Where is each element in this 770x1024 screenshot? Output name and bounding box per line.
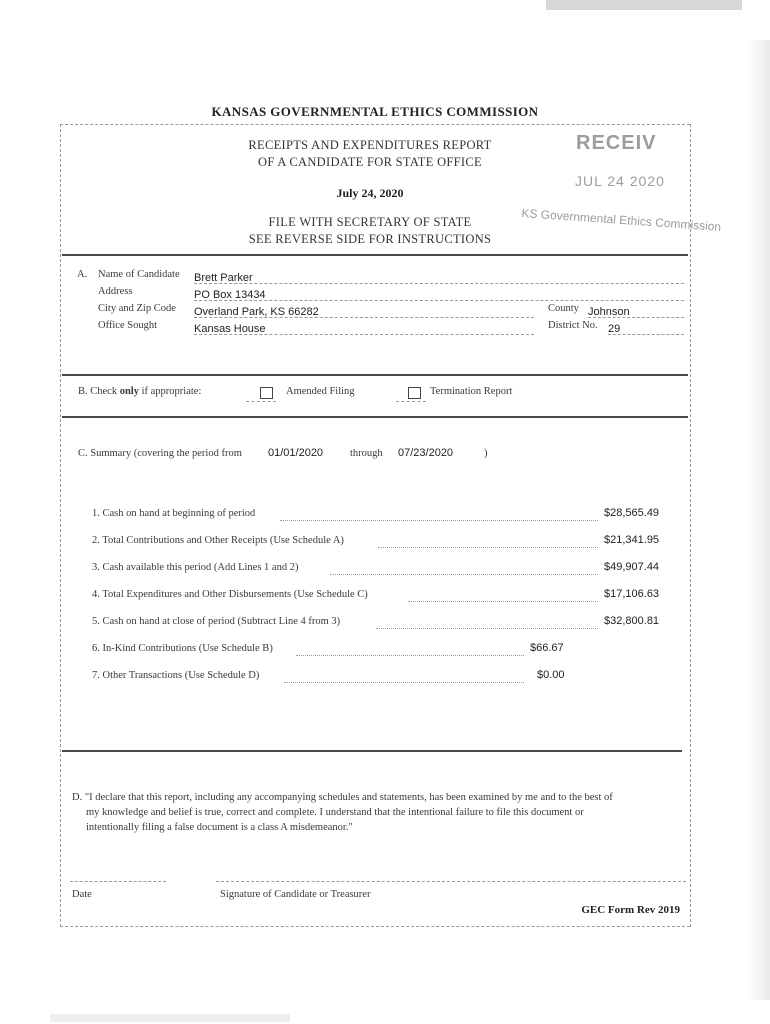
declaration [72, 790, 682, 835]
report-date: July 24, 2020 [336, 186, 404, 200]
date-line[interactable] [70, 881, 166, 882]
summary-line-2-leader [378, 547, 598, 548]
address-field[interactable] [194, 285, 684, 301]
amended-underline [246, 401, 276, 402]
received-stamp: RECEIV [576, 132, 657, 154]
summary-line-6-amount: $66.67 [530, 642, 564, 654]
stamp-date: JUL 24 2020 [575, 173, 665, 189]
report-title-2: OF A CANDIDATE FOR STATE OFFICE [258, 155, 482, 169]
scan-artifact-right [748, 40, 770, 1000]
summary-line-7-leader [284, 682, 524, 683]
district-label: District No. [548, 320, 598, 331]
summary-line-5-label: 5. Cash on hand at close of period (Subtract Line 4 from 3) [92, 616, 341, 627]
see-reverse-line: SEE REVERSE SIDE FOR INSTRUCTIONS [248, 232, 492, 246]
through-label: through [350, 448, 383, 459]
stamp-agency: KS Governmental Ethics Commission [521, 206, 722, 234]
city-value: Overland Park, KS 66282 [194, 306, 319, 318]
office-label: Office Sought [98, 320, 158, 331]
summary-line-7-label: 7. Other Transactions (Use Schedule D) [92, 670, 260, 681]
section-divider-d [62, 750, 682, 752]
county-value: Johnson [588, 306, 630, 318]
summary-line-6-leader [296, 655, 524, 656]
section-divider-c [62, 416, 688, 418]
signature-label: Signature of Candidate or Treasurer [220, 889, 371, 900]
frame-right [690, 124, 691, 927]
section-divider-b [62, 374, 688, 376]
summary-line-3-amount: $49,907.44 [604, 561, 660, 573]
period-to-date: 07/23/2020 [398, 447, 454, 459]
scan-artifact-top [546, 0, 742, 10]
city-field[interactable] [194, 302, 534, 318]
summary-line-4-label: 4. Total Expenditures and Other Disbursements (Use Schedule C) [92, 589, 368, 600]
summary-line-3-label: 3. Cash available this period (Add Lines 1 and 2) [92, 562, 299, 573]
section-b-prefix: B. Check [78, 386, 118, 397]
scan-artifact-bottom [50, 1014, 290, 1022]
file-with-line: FILE WITH SECRETARY OF STATE [268, 215, 472, 229]
date-label: Date [72, 889, 92, 900]
report-title-1: RECEIPTS AND EXPENDITURES REPORT [248, 138, 492, 152]
period-from-date: 01/01/2020 [268, 447, 324, 459]
name-field[interactable] [194, 268, 684, 284]
county-field[interactable] [588, 302, 684, 318]
amended-filing-label: Amended Filing [286, 386, 355, 397]
city-label: City and Zip Code [98, 303, 176, 314]
declaration-line-3: intentionally filing a false document is a class A misdemeanor." [86, 822, 353, 833]
termination-report-checkbox[interactable] [408, 387, 421, 399]
county-label: County [548, 303, 579, 314]
address-label: Address [98, 286, 133, 297]
summary-line-4-amount: $17,106.63 [604, 588, 660, 600]
office-value: Kansas House [194, 323, 266, 335]
summary-intro: C. Summary (covering the period from [78, 448, 242, 459]
summary-line-2-label: 2. Total Contributions and Other Receipts (Use Schedule A) [92, 535, 344, 546]
frame-top [60, 124, 690, 125]
section-b-only: only [119, 386, 139, 397]
frame-left [60, 124, 61, 927]
section-a-letter: A. [77, 269, 88, 280]
summary-line-4-leader [408, 601, 598, 602]
commission-title: KANSAS GOVERNMENTAL ETHICS COMMISSION [211, 104, 539, 119]
summary-line-5-leader [376, 628, 598, 629]
summary-line-7-amount: $0.00 [537, 669, 565, 681]
section-b-text [78, 386, 201, 397]
termination-report-label: Termination Report [430, 386, 513, 397]
summary-line-3-leader [330, 574, 598, 575]
period-close: ) [484, 448, 488, 459]
name-label: Name of Candidate [98, 269, 180, 280]
district-value: 29 [608, 323, 621, 335]
section-b-suffix: if appropriate: [141, 386, 202, 397]
signature-line[interactable] [216, 881, 686, 882]
summary-line-6-label: 6. In-Kind Contributions (Use Schedule B) [92, 643, 273, 654]
name-value: Brett Parker [194, 272, 253, 284]
summary-line-1-amount: $28,565.49 [604, 507, 660, 519]
form-revision: GEC Form Rev 2019 [581, 904, 680, 916]
section-divider-a [62, 254, 688, 256]
summary-line-5-amount: $32,800.81 [604, 615, 660, 627]
summary-line-1-leader [280, 520, 598, 521]
frame-bottom [60, 926, 690, 927]
district-field[interactable] [608, 319, 684, 335]
summary-line-2-amount: $21,341.95 [604, 534, 660, 546]
summary-line-1-label: 1. Cash on hand at beginning of period [92, 508, 256, 519]
office-field[interactable] [194, 319, 534, 335]
declaration-line-1: D. "I declare that this report, including any accompanying schedules and statements, has been examined by me and to the best of [72, 792, 613, 803]
termination-underline [396, 401, 426, 402]
address-value: PO Box 13434 [194, 289, 266, 301]
amended-filing-checkbox[interactable] [260, 387, 273, 399]
declaration-line-2: my knowledge and belief is true, correct and complete. I understand that the intentional failure to file this document or [86, 807, 584, 818]
